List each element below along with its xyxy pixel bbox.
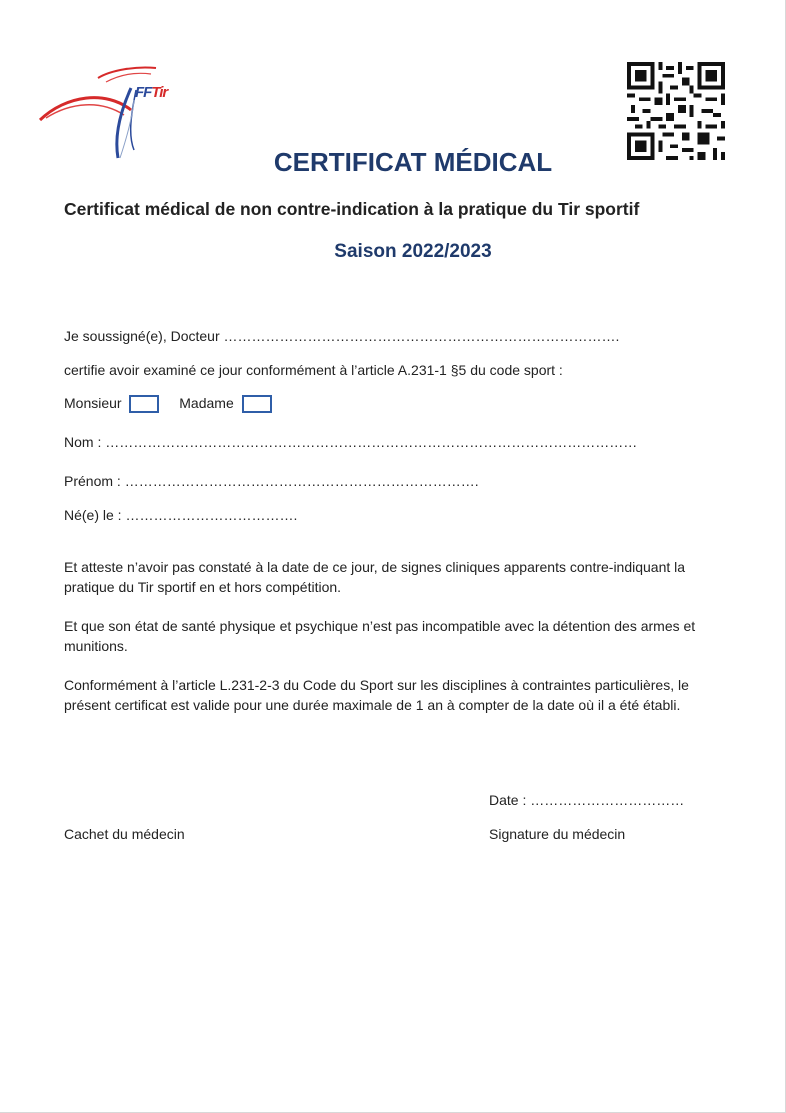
qr-code-icon: [627, 62, 725, 160]
nom-field: Nom : ……………………………………………………………………………………………………: [64, 434, 638, 450]
monsieur-checkbox[interactable]: [129, 395, 159, 413]
page-title: CERTIFICAT MÉDICAL: [273, 147, 553, 177]
certifie-line: certifie avoir examiné ce jour conformément à l’article A.231-1 §5 du code sport :: [64, 362, 563, 378]
naissance-field: Né(e) le : ……………………………….: [64, 507, 298, 523]
madame-checkbox[interactable]: [242, 395, 272, 413]
docteur-field: Je soussigné(e), Docteur ………………………………………………………………………….: [64, 328, 620, 344]
monsieur-label: Monsieur: [64, 395, 122, 411]
paragraph-sante: Et que son état de santé physique et psychique n’est pas incompatible avec la détention des armes et munitions.: [64, 618, 696, 654]
prenom-field: Prénom : ………………………………………………………………….: [64, 473, 479, 489]
date-field: Date : ……………………………: [489, 792, 685, 808]
signature-label: Signature du médecin: [489, 826, 626, 842]
logo-text: FFTir: [135, 84, 168, 101]
cachet-label: Cachet du médecin: [64, 826, 185, 842]
paragraph-validite: Conformément à l’article L.231-2-3 du Code du Sport sur les disciplines à contraintes particulières, le présent certificat est valide pour une durée maximale de 1 an à compter de la date où il a été établi.: [64, 677, 689, 713]
document-subtitle: Certificat médical de non contre-indication à la pratique du Tir sportif: [64, 199, 640, 219]
season-label: Saison 2022/2023: [334, 241, 492, 262]
paragraph-attestation: Et atteste n’avoir pas constaté à la date de ce jour, de signes cliniques apparents contre-indiquant la pratique du Tir sportif en et hors compétition.: [64, 559, 686, 595]
madame-label: Madame: [179, 395, 234, 411]
gender-row: [64, 395, 272, 413]
